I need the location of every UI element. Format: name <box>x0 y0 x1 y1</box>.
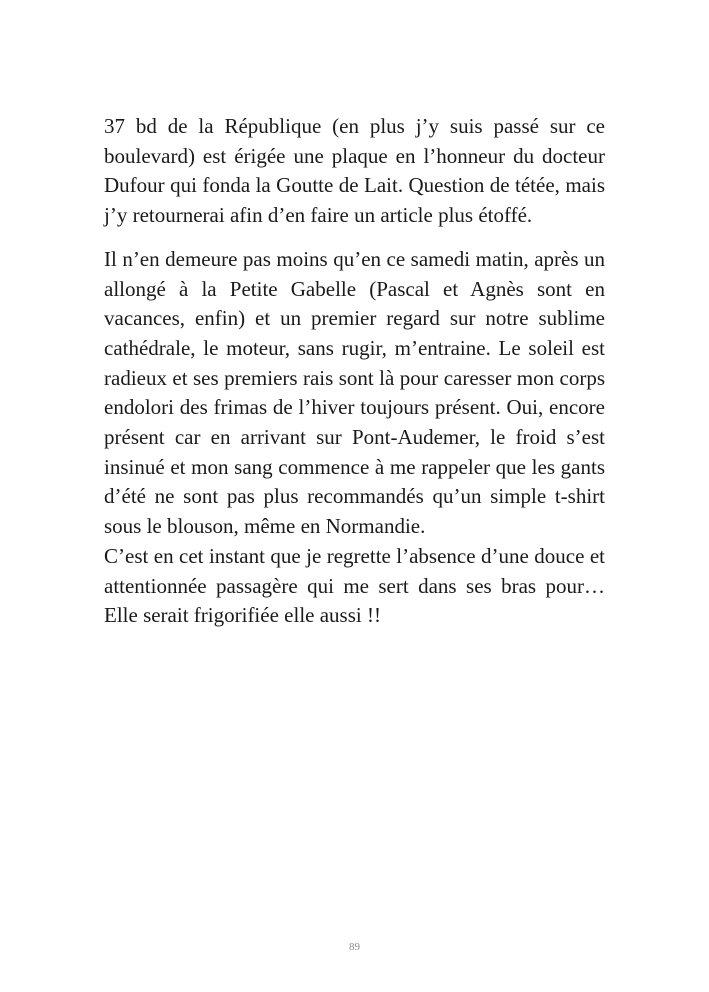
paragraph-2: Il n’en demeure pas moins qu’en ce samedi matin, après un allongé à la Petite Gabelle (Pascal et Agnès sont en vacances, enfin) et un premier regard sur notre sublime cathédrale, le moteur, sans rugir, m’entraine. Le soleil est radieux et ses premiers rais sont là pour caresser mon corps endolori des frimas de l’hiver toujours présent. Oui, encore présent car en arrivant sur Pont-Audemer, le froid s’est insinué et mon sang commence à me rappeler que les gants d’été ne sont pas plus recommandés qu’un simple t-shirt sous le blouson, même en Normandie. <box>104 246 605 539</box>
page-number: 89 <box>349 941 360 953</box>
paragraph-3: C’est en cet instant que je regrette l’absence d’une douce et attentionnée passagère qui me sert dans ses bras pour… Elle serait frigorifiée elle aussi !! <box>104 543 605 628</box>
paragraph-1: 37 bd de la République (en plus j’y suis passé sur ce boulevard) est érigée une plaque en l’honneur du docteur Dufour qui fonda la Goutte de Lait. Question de tétée, mais j’y retournerai afin d’en faire un article plus étoffé. <box>104 114 605 228</box>
page-body <box>104 112 605 631</box>
